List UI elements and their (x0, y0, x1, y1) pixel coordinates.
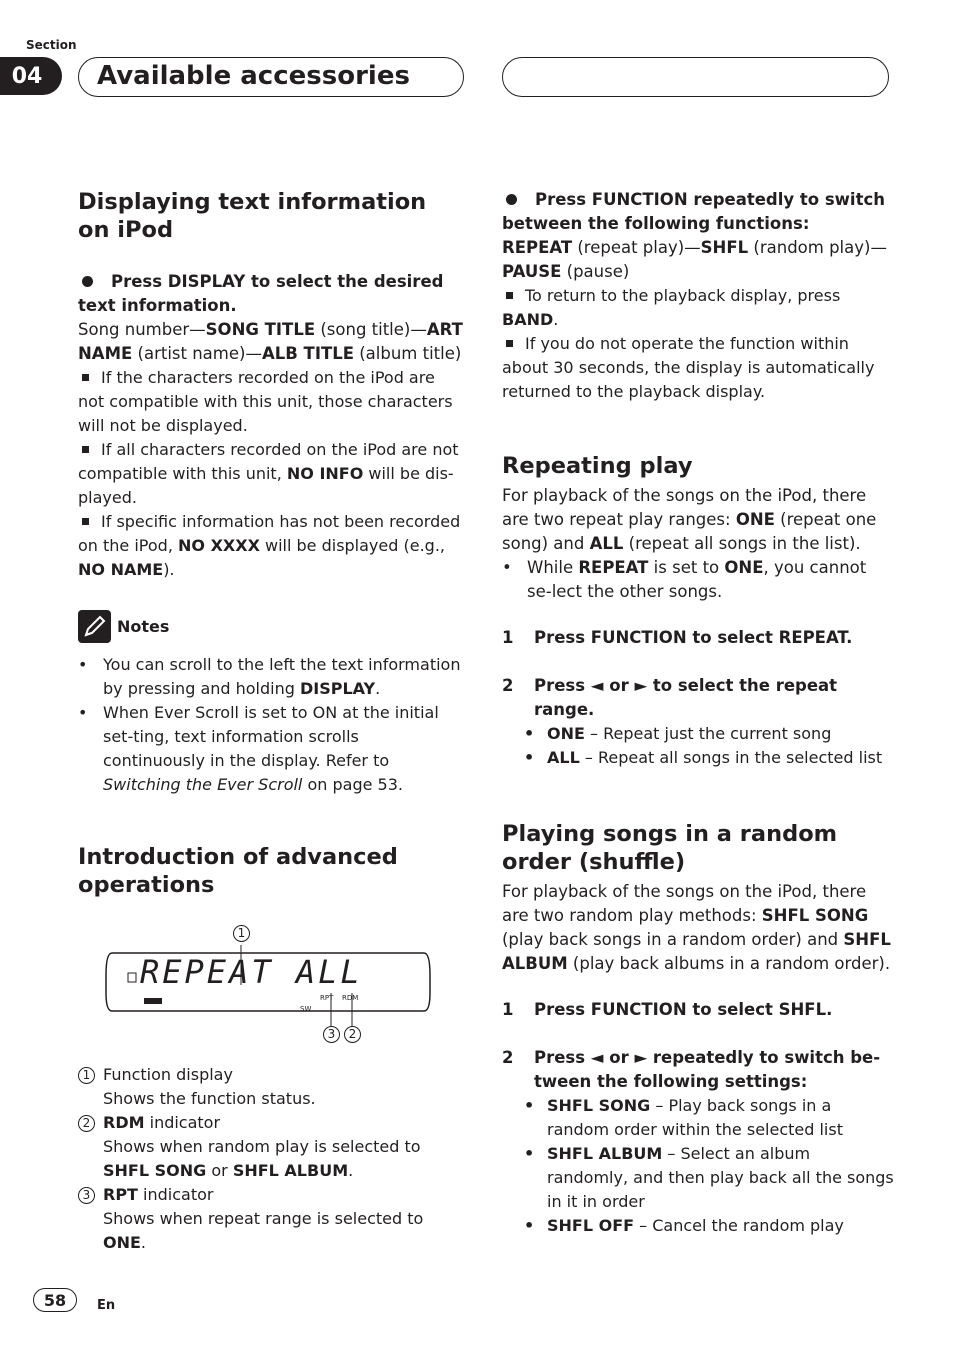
repeat-bullet: • While REPEAT is set to ONE, you cannot se-lect the other songs. (502, 558, 867, 601)
callout-1: 1 (233, 925, 250, 942)
header-empty-frame (502, 57, 889, 97)
display-illustration (78, 915, 464, 1063)
function-bullet-2: If you do not operate the function within about 30 seconds, the display is automatically returned to the playback display. (502, 334, 875, 401)
note-2: • When Ever Scroll is set to ON at the initial set-ting, text information scrolls continuously in the display. Refer to Switching the Ever Scroll on page 53. (78, 703, 439, 794)
page-number: 58 (33, 1288, 77, 1312)
notes-header (78, 610, 464, 643)
display-readout: REPEAT ALL (140, 953, 363, 991)
left-column (78, 188, 464, 1255)
page-title: Available accessories (97, 61, 410, 91)
square-bullet-icon (82, 374, 89, 381)
callout-3: 3 (323, 1026, 340, 1043)
shuffle-option-album: • SHFL ALBUM – Select an album randomly, and then play back all the songs in it in order (524, 1144, 894, 1211)
repeat-step-2: 2 Press ◄ or ► to select the repeat range. (502, 676, 838, 719)
shuffle-body: For playback of the songs on the iPod, there are two random play methods: SHFL SONG (play back songs in a random order) and SHFL ALBUM (play back albums in a random order). (502, 882, 891, 973)
shuffle-option-song: • SHFL SONG – Play back songs in a random order within the selected list (524, 1096, 843, 1139)
bullet-dot-icon (82, 276, 93, 287)
language-label: En (97, 1298, 116, 1313)
section-number-badge: 04 (0, 57, 62, 95)
function-bullet-1: To return to the playback display, press BAND. (502, 286, 841, 329)
display-bullet-3: If specific information has not been recorded on the iPod, NO XXXX will be displayed (e.g., NO NAME). (78, 512, 461, 579)
legend-2: 2 RDM indicator Shows when random play is selected to SHFL SONG or SHFL ALBUM. (78, 1111, 464, 1183)
display-instruction: Press DISPLAY to select the desired text information. (78, 272, 444, 315)
legend-1: 1 Function display Shows the function status. (78, 1063, 464, 1111)
rdm-indicator: RDM (342, 994, 359, 1002)
sw-indicator: SW (300, 1005, 312, 1013)
display-bullet-1: If the characters recorded on the iPod are not compatible with this unit, those characters will not be displayed. (78, 368, 453, 435)
notes-label: Notes (117, 616, 170, 636)
repeat-step-1: 1 Press FUNCTION to select REPEAT. (502, 628, 853, 647)
shuffle-option-off: • SHFL OFF – Cancel the random play (524, 1216, 844, 1235)
heading-intro: Introduction of advanced operations (78, 844, 398, 898)
function-instruction: Press FUNCTION repeatedly to switch between the following functions: (502, 190, 885, 233)
shuffle-step-1: 1 Press FUNCTION to select SHFL. (502, 1000, 833, 1019)
pencil-icon (78, 610, 111, 643)
legend-3: 3 RPT indicator Shows when repeat range is selected to ONE. (78, 1183, 464, 1255)
heading-display-text: Displaying text information on iPod (78, 189, 427, 243)
square-bullet-icon (506, 292, 513, 299)
heading-repeat: Repeating play (502, 453, 693, 479)
square-bullet-icon (82, 518, 89, 525)
shuffle-step-2: 2 Press ◄ or ► repeatedly to switch be-tween the following settings: (502, 1048, 881, 1091)
heading-shuffle: Playing songs in a random order (shuffle) (502, 821, 838, 875)
function-sequence: REPEAT (repeat play)—SHFL (random play)—PAUSE (pause) (502, 238, 887, 281)
section-label: Section (26, 38, 77, 52)
repeat-option-all: • ALL – Repeat all songs in the selected list (524, 748, 883, 767)
bullet-dot-icon (506, 194, 517, 205)
repeat-body: For playback of the songs on the iPod, there are two repeat play ranges: ONE (repeat one song) and ALL (repeat all songs in the list). (502, 486, 877, 553)
square-bullet-icon (506, 340, 513, 347)
repeat-option-one: • ONE – Repeat just the current song (524, 724, 832, 743)
display-bullet-2: If all characters recorded on the iPod are not compatible with this unit, NO INFO will be dis-played. (78, 440, 459, 507)
right-column (502, 188, 894, 1238)
callout-2: 2 (344, 1026, 361, 1043)
rpt-indicator: RPT (320, 994, 334, 1002)
display-sequence: Song number—SONG TITLE (song title)—ART NAME (artist name)—ALB TITLE (album title) (78, 320, 463, 363)
note-1: • You can scroll to the left the text information by pressing and holding DISPLAY. (78, 655, 461, 698)
square-bullet-icon (82, 446, 89, 453)
